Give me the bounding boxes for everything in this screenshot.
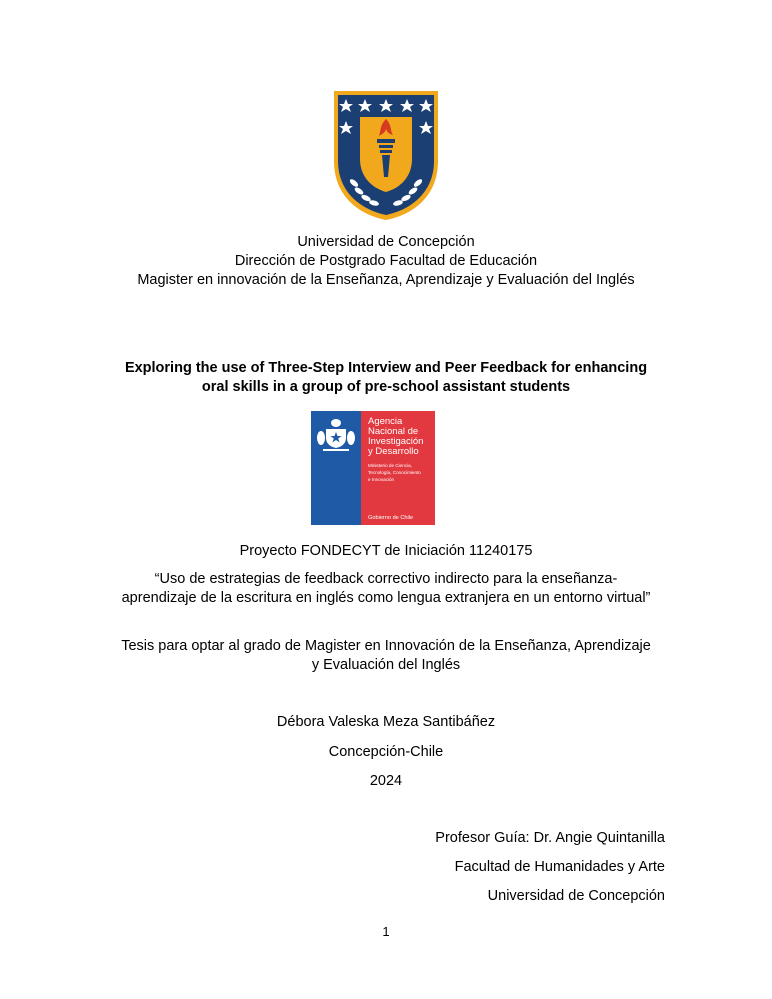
degree-statement [0, 637, 772, 675]
thesis-title-line1: Exploring the use of Three-Step Interview and Peer Feedback for enhancing [124, 360, 648, 376]
anid-ministry-line1: Ministerio de Ciencia, [368, 463, 412, 468]
anid-government: Gobierno de Chile [368, 515, 414, 521]
university-crest-logo [332, 89, 440, 222]
degree-line1: Tesis para optar al grado de Magister en Innovación de la Enseñanza, Aprendizaje [121, 638, 651, 654]
project-quote-line2: aprendizaje de la escritura en inglés como lengua extranjera en un entorno virtual” [121, 590, 651, 606]
thesis-title [0, 359, 772, 397]
advisor-guide: Profesor Guía: Dr. Angie Quintanilla [435, 830, 665, 846]
header-block [0, 233, 772, 290]
project-quote [0, 570, 772, 608]
header-program: Magister en innovación de la Enseñanza, Aprendizaje y Evaluación del Inglés [137, 272, 635, 288]
anid-ministry-line3: e Innovación [368, 477, 395, 482]
page-number: 1 [382, 924, 390, 939]
anid-name-line3: Investigación [368, 436, 424, 447]
header-university: Universidad de Concepción [297, 234, 475, 250]
anid-name-line1: Agencia [368, 416, 403, 427]
advisor-faculty: Facultad de Humanidades y Arte [454, 859, 665, 875]
project-quote-line1: “Uso de estrategias de feedback correctivo indirecto para la enseñanza- [154, 571, 618, 587]
advisor-block [435, 829, 665, 906]
advisor-university: Universidad de Concepción [487, 888, 665, 904]
anid-logo [311, 411, 435, 525]
anid-name-line4: y Desarrollo [368, 446, 419, 457]
project-name: Proyecto FONDECYT de Iniciación 11240175 [239, 543, 533, 559]
place: Concepción-Chile [328, 744, 444, 760]
anid-ministry-line2: Tecnología, Conocimiento [368, 470, 421, 475]
author-name: Débora Valeska Meza Santibáñez [276, 714, 496, 730]
thesis-title-line2: oral skills in a group of pre-school assistant students [201, 379, 571, 395]
anid-name-line2: Nacional de [368, 426, 419, 437]
degree-line2: y Evaluación del Inglés [311, 657, 461, 673]
year: 2024 [369, 773, 403, 789]
header-direction: Dirección de Postgrado Facultad de Educación [234, 253, 538, 269]
